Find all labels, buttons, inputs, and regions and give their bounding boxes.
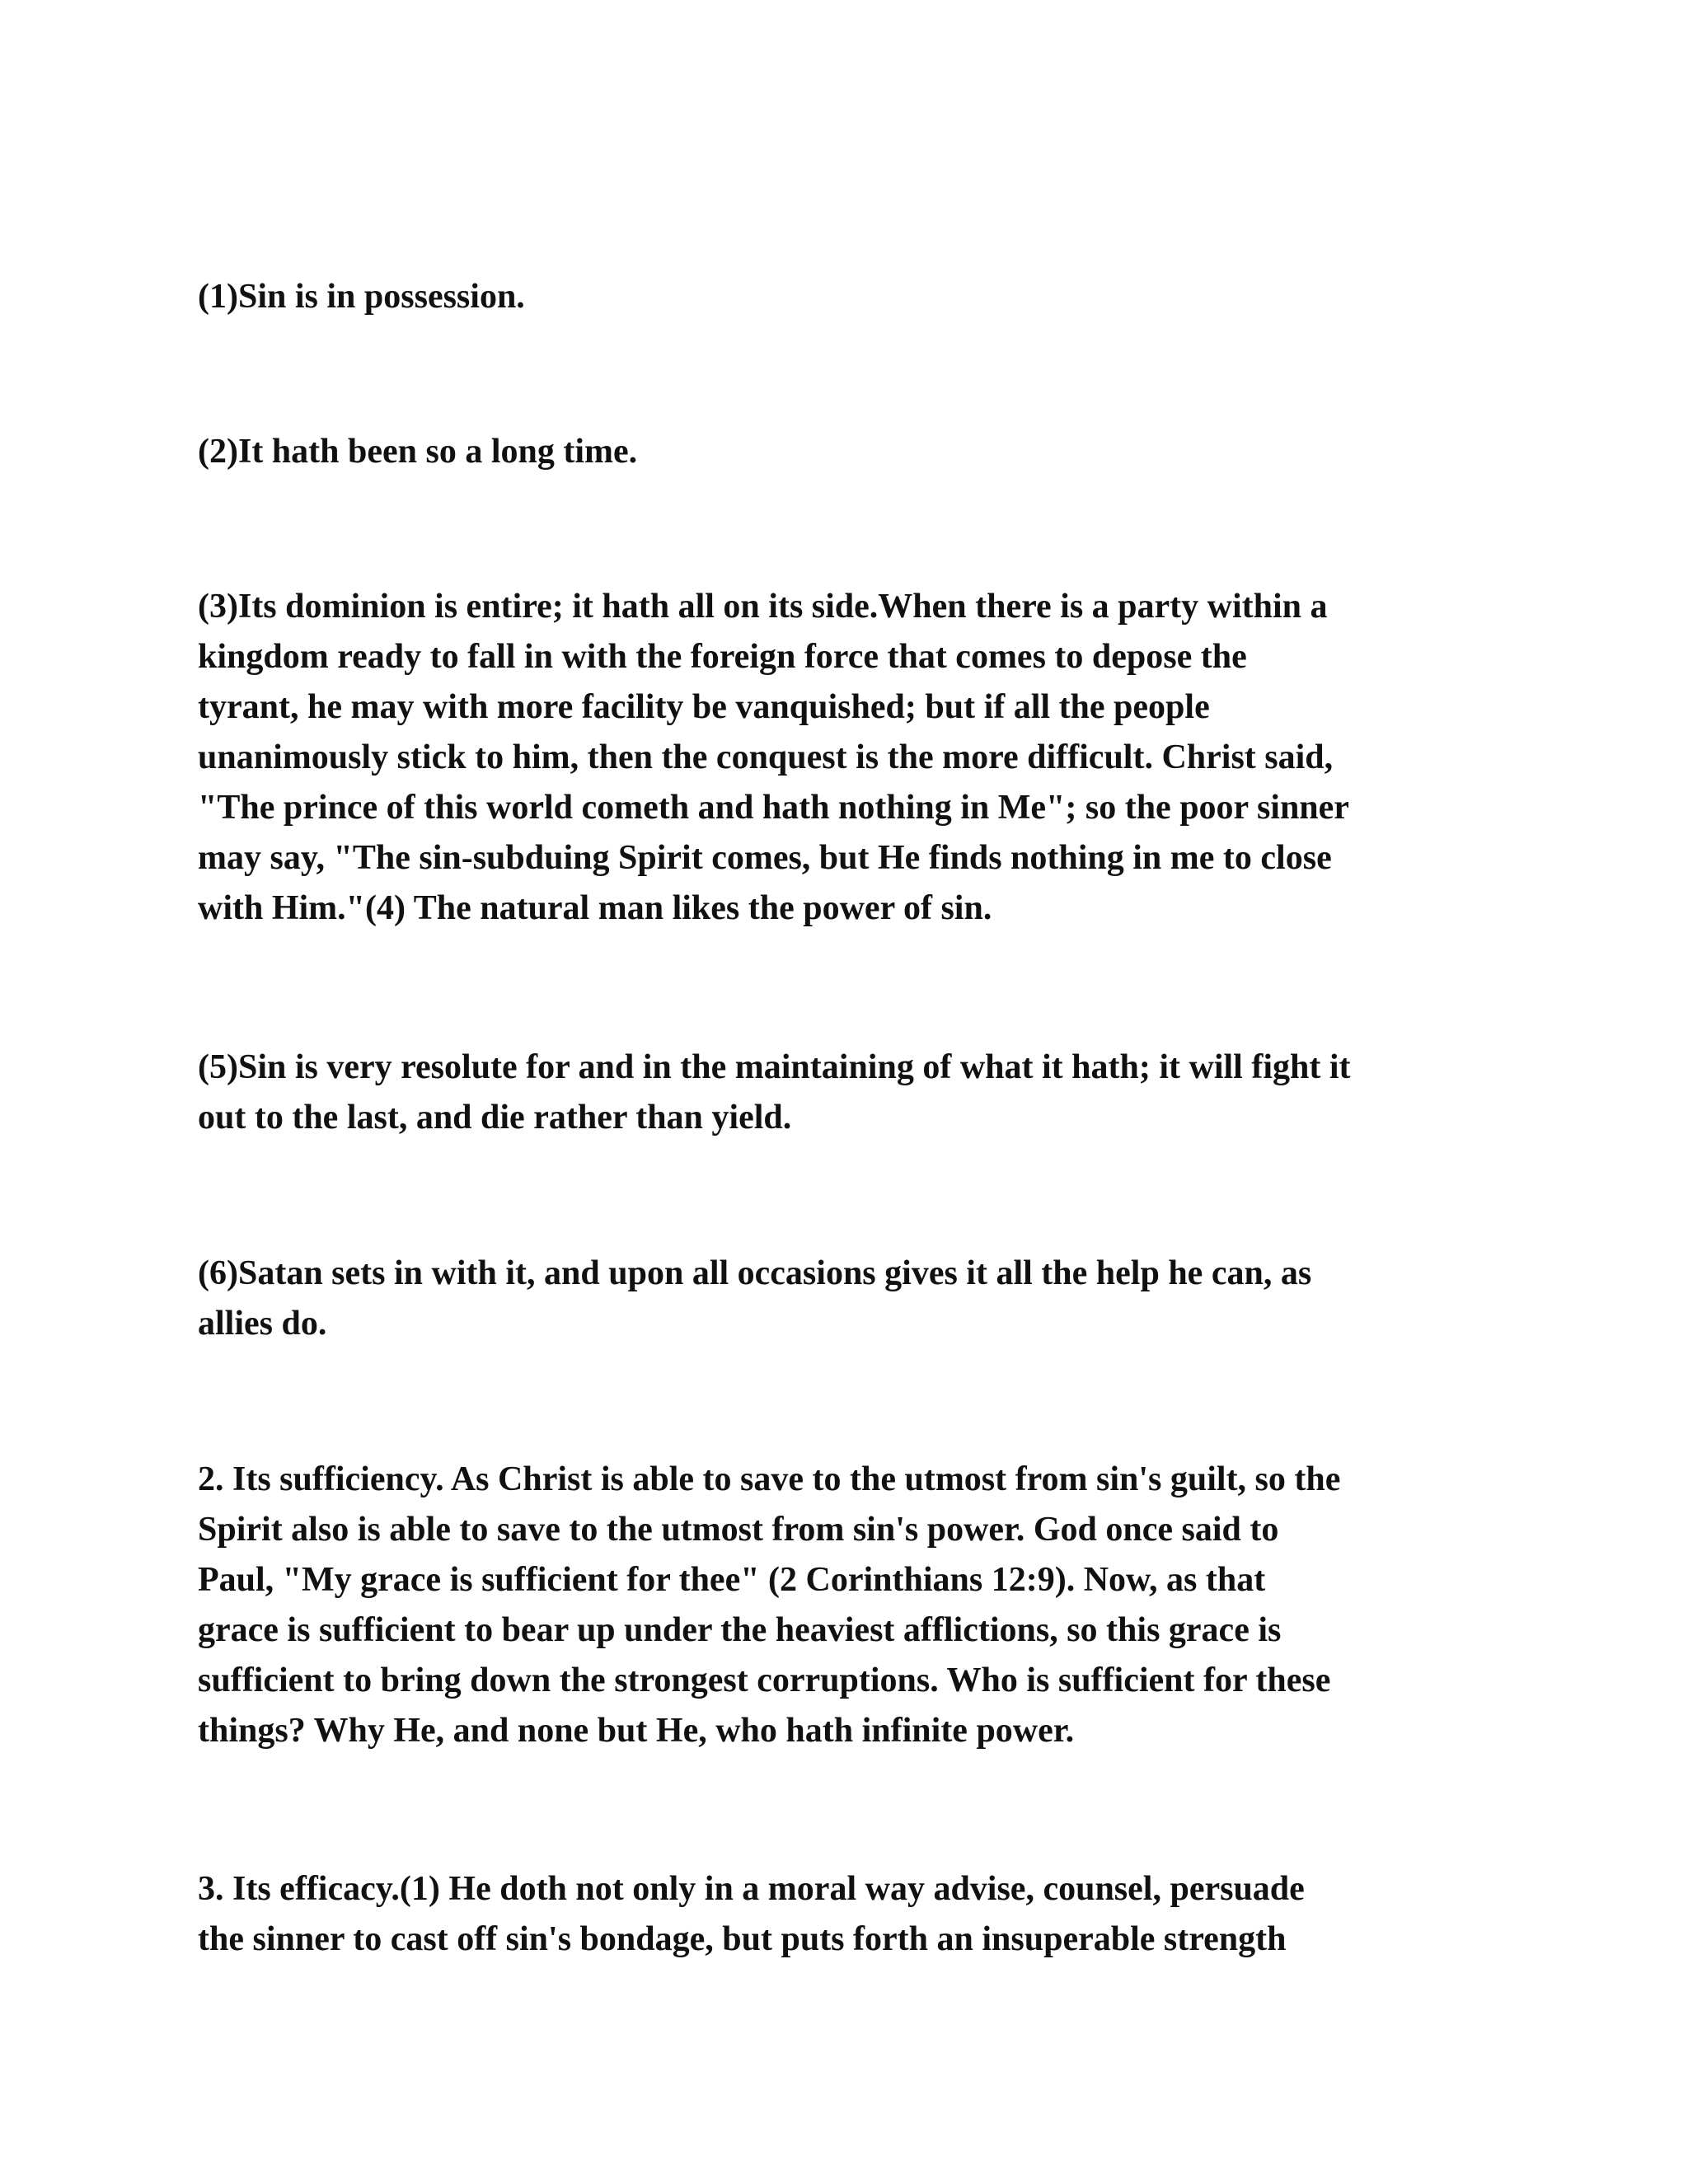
text-line: may say, "The sin-subduing Spirit comes, but He finds nothing in me to close [198, 839, 1332, 877]
text-line: kingdom ready to fall in with the foreign force that comes to depose the [198, 638, 1247, 676]
text-line: "The prince of this world cometh and hath nothing in Me"; so the poor sinner [198, 789, 1349, 827]
text-line: (5)Sin is very resolute for and in the maintaining of what it hath; it will fight it [198, 1048, 1351, 1086]
text-line: out to the last, and die rather than yield. [198, 1099, 792, 1137]
paragraph-sufficiency [198, 1455, 1500, 1756]
text-line: with Him."(4) The natural man likes the power of sin. [198, 889, 992, 927]
paragraph-6 [198, 1249, 1500, 1349]
text-line: sufficient to bring down the strongest corruptions. Who is sufficient for these [198, 1661, 1331, 1699]
paragraph-5 [198, 1043, 1500, 1143]
text-line: (2)It hath been so a long time. [198, 433, 638, 471]
text-line: (1)Sin is in possession. [198, 278, 525, 316]
text-line: tyrant, he may with more facility be vanquished; but if all the people [198, 688, 1210, 726]
text-line: Spirit also is able to save to the utmost from sin's power. God once said to [198, 1511, 1279, 1549]
text-line: 3. Its efficacy.(1) He doth not only in a moral way advise, counsel, persuade [198, 1870, 1305, 1908]
text-line: the sinner to cast off sin's bondage, but puts forth an insuperable strength [198, 1920, 1287, 1958]
paragraph-1 [198, 272, 1500, 322]
text-line: grace is sufficient to bear up under the heaviest afflictions, so this grace is [198, 1611, 1282, 1649]
text-line: (3)Its dominion is entire; it hath all on its side.When there is a party within a [198, 588, 1328, 626]
paragraph-3 [198, 582, 1500, 934]
paragraph-efficacy [198, 1864, 1500, 1965]
text-line: allies do. [198, 1305, 327, 1343]
text-line: Paul, "My grace is sufficient for thee" (2 Corinthians 12:9). Now, as that [198, 1561, 1266, 1599]
text-line: (6)Satan sets in with it, and upon all occasions gives it all the help he can, as [198, 1254, 1312, 1292]
text-line: unanimously stick to him, then the conquest is the more difficult. Christ said, [198, 738, 1334, 776]
text-line: things? Why He, and none but He, who hath infinite power. [198, 1712, 1075, 1750]
paragraph-2 [198, 427, 1500, 477]
text-line: 2. Its sufficiency. As Christ is able to save to the utmost from sin's guilt, so the [198, 1460, 1341, 1498]
